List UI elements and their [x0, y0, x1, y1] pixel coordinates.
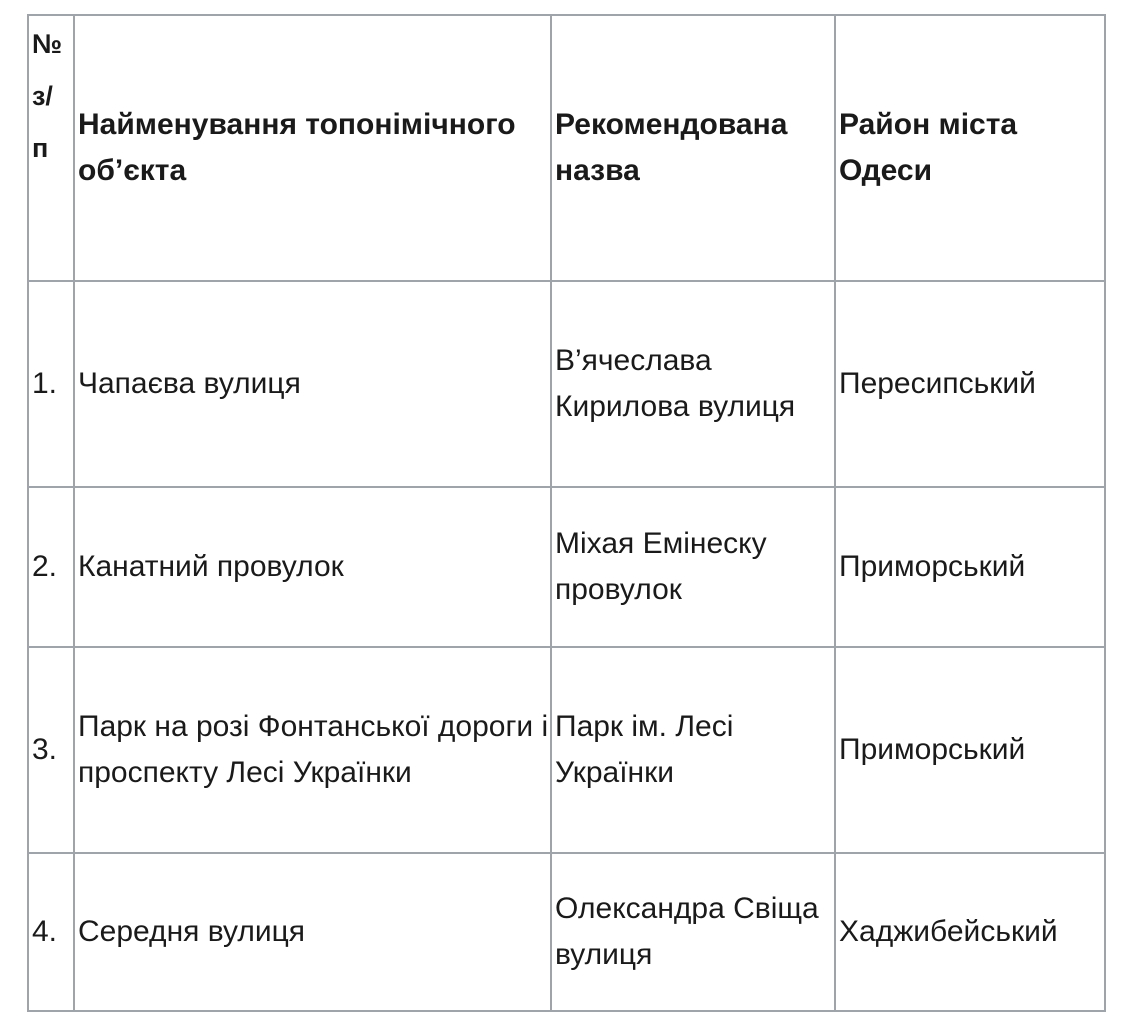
row-recommended-name: Міхая Емінеску провулок — [551, 487, 835, 647]
row-number: 3. — [28, 647, 74, 853]
header-number-line: № — [32, 29, 63, 59]
row-district: Приморський — [835, 487, 1105, 647]
header-object-name: Найменування топонімічного об’єкта — [74, 15, 551, 281]
header-number-line: п — [32, 133, 49, 163]
row-object-name: Чапаєва вулиця — [74, 281, 551, 487]
table-row — [28, 281, 1105, 487]
row-object-name: Парк на розі Фонтанської дороги і проспекту Лесі Українки — [74, 647, 551, 853]
row-object-name: Середня вулиця — [74, 853, 551, 1011]
toponym-table — [27, 14, 1106, 1012]
row-object-name: Канатний провулок — [74, 487, 551, 647]
row-district: Приморський — [835, 647, 1105, 853]
row-district: Пересипський — [835, 281, 1105, 487]
header-number-line: з/ — [32, 81, 53, 111]
row-number: 4. — [28, 853, 74, 1011]
row-number: 1. — [28, 281, 74, 487]
table-row — [28, 853, 1105, 1011]
row-recommended-name: Олександра Свіща вулиця — [551, 853, 835, 1011]
header-district: Район міста Одеси — [835, 15, 1105, 281]
row-recommended-name: В’ячеслава Кирилова вулиця — [551, 281, 835, 487]
row-recommended-name: Парк ім. Лесі Українки — [551, 647, 835, 853]
row-number: 2. — [28, 487, 74, 647]
row-district: Хаджибейський — [835, 853, 1105, 1011]
table-header-row — [28, 15, 1105, 281]
header-number — [28, 15, 74, 281]
table-row — [28, 487, 1105, 647]
table-row — [28, 647, 1105, 853]
header-recommended-name: Рекомендована назва — [551, 15, 835, 281]
